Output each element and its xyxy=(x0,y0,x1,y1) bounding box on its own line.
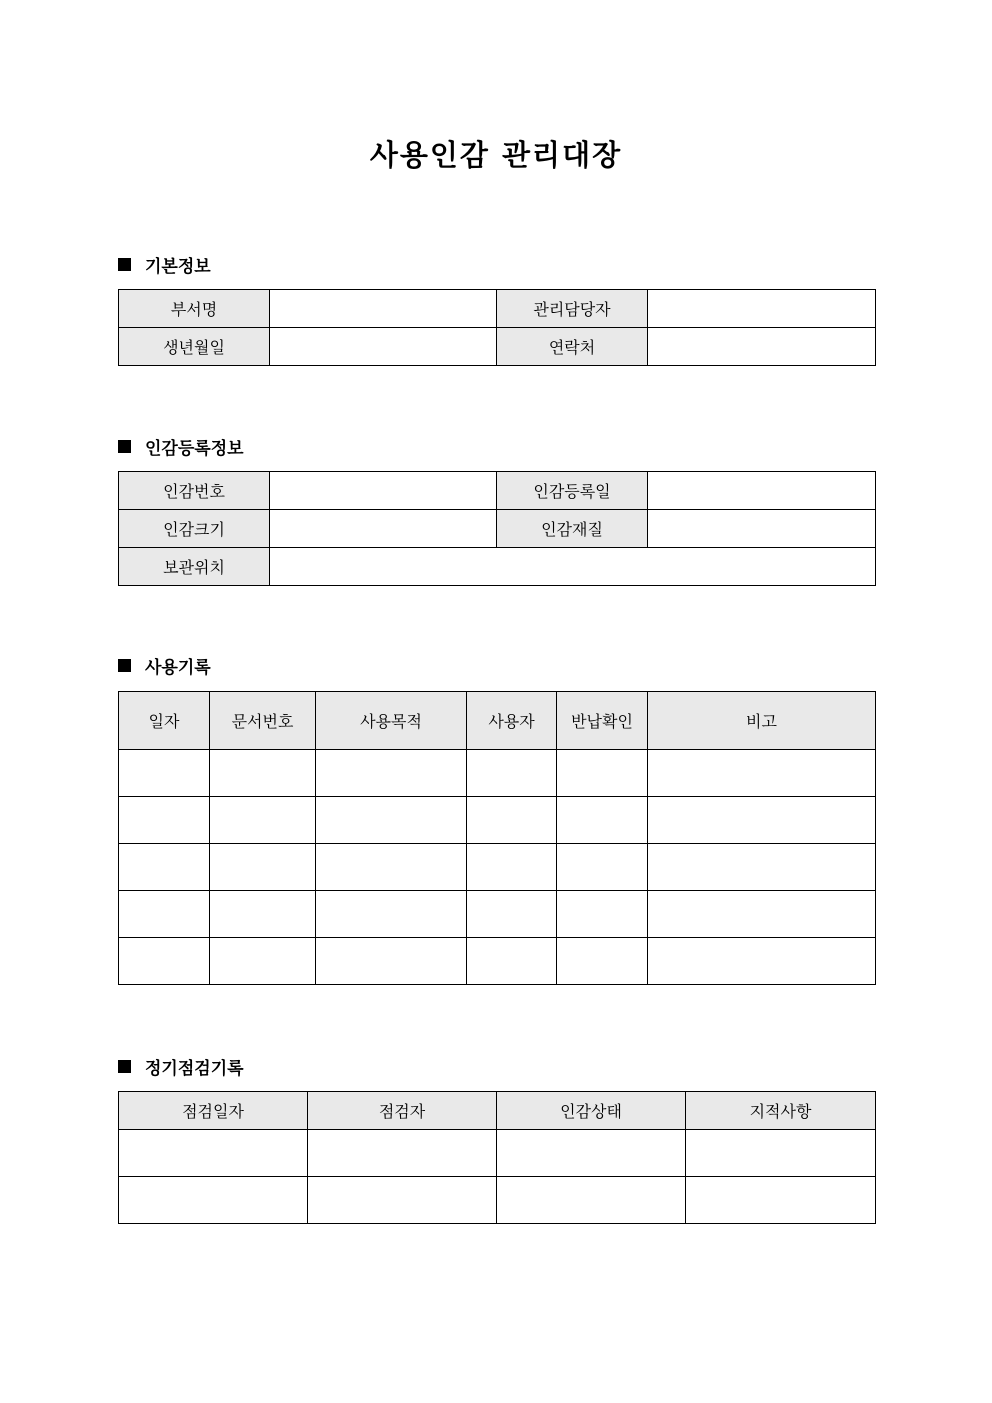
table-cell[interactable] xyxy=(557,797,648,844)
table-row xyxy=(119,548,876,586)
seal-size-field[interactable] xyxy=(270,510,497,548)
storage-location-field[interactable] xyxy=(270,548,876,586)
table-cell[interactable] xyxy=(210,844,316,891)
square-bullet-icon xyxy=(118,440,131,453)
section-heading-seal-registration xyxy=(118,433,244,459)
column-header-findings: 지적사항 xyxy=(686,1092,876,1130)
table-cell[interactable] xyxy=(557,844,648,891)
document-title: 사용인감 관리대장 xyxy=(369,138,623,172)
table-cell[interactable] xyxy=(648,938,876,985)
table-cell[interactable] xyxy=(497,1177,686,1224)
table-cell[interactable] xyxy=(210,891,316,938)
manager-field[interactable] xyxy=(648,290,876,328)
field-label: 관리담당자 xyxy=(497,290,648,328)
table-cell[interactable] xyxy=(648,844,876,891)
table-cell[interactable] xyxy=(497,1130,686,1177)
table-row xyxy=(119,797,876,844)
section-title: 인감등록정보 xyxy=(145,438,244,459)
square-bullet-icon xyxy=(118,659,131,672)
table-row xyxy=(119,328,876,366)
table-cell[interactable] xyxy=(210,750,316,797)
table-cell[interactable] xyxy=(308,1177,497,1224)
table-row xyxy=(119,510,876,548)
table-cell[interactable] xyxy=(210,938,316,985)
table-row xyxy=(119,891,876,938)
field-label: 인감등록일 xyxy=(497,472,648,510)
column-header-document-number: 문서번호 xyxy=(210,692,316,750)
table-cell[interactable] xyxy=(557,750,648,797)
table-cell[interactable] xyxy=(119,750,210,797)
table-cell[interactable] xyxy=(316,750,467,797)
section-title: 사용기록 xyxy=(145,657,211,678)
column-header-seal-condition: 인감상태 xyxy=(497,1092,686,1130)
birthdate-field[interactable] xyxy=(270,328,497,366)
field-label: 연락처 xyxy=(497,328,648,366)
usage-record-body xyxy=(119,750,876,985)
table-cell[interactable] xyxy=(467,891,557,938)
table-cell[interactable] xyxy=(119,1177,308,1224)
field-label: 보관위치 xyxy=(119,548,270,586)
table-cell[interactable] xyxy=(316,797,467,844)
table-cell[interactable] xyxy=(316,891,467,938)
table-cell[interactable] xyxy=(648,891,876,938)
seal-material-field[interactable] xyxy=(648,510,876,548)
table-row xyxy=(119,1177,876,1224)
table-cell[interactable] xyxy=(557,938,648,985)
table-cell[interactable] xyxy=(467,844,557,891)
section-heading-inspection-record xyxy=(118,1053,244,1079)
table-row xyxy=(119,290,876,328)
table-cell[interactable] xyxy=(648,797,876,844)
table-cell[interactable] xyxy=(316,844,467,891)
table-header-row xyxy=(119,692,876,750)
table-cell[interactable] xyxy=(467,750,557,797)
section-heading-usage-record xyxy=(118,652,211,678)
field-label: 인감크기 xyxy=(119,510,270,548)
table-cell[interactable] xyxy=(686,1177,876,1224)
seal-registration-table xyxy=(118,471,876,586)
usage-record-table xyxy=(118,691,876,985)
basic-info-table xyxy=(118,289,876,366)
table-cell[interactable] xyxy=(119,844,210,891)
table-cell[interactable] xyxy=(686,1130,876,1177)
seal-number-field[interactable] xyxy=(270,472,497,510)
table-cell[interactable] xyxy=(119,938,210,985)
square-bullet-icon xyxy=(118,1060,131,1073)
column-header-inspection-date: 점검일자 xyxy=(119,1092,308,1130)
inspection-record-body xyxy=(119,1130,876,1224)
table-header-row xyxy=(119,1092,876,1130)
department-field[interactable] xyxy=(270,290,497,328)
section-title: 정기점검기록 xyxy=(145,1058,244,1079)
table-cell[interactable] xyxy=(467,938,557,985)
section-heading-basic-info xyxy=(118,251,211,277)
inspection-record-table xyxy=(118,1091,876,1224)
table-cell[interactable] xyxy=(316,938,467,985)
table-cell[interactable] xyxy=(210,797,316,844)
column-header-purpose: 사용목적 xyxy=(316,692,467,750)
table-cell[interactable] xyxy=(119,1130,308,1177)
field-label: 인감재질 xyxy=(497,510,648,548)
section-title: 기본정보 xyxy=(145,256,211,277)
field-label: 부서명 xyxy=(119,290,270,328)
table-row xyxy=(119,844,876,891)
column-header-inspector: 점검자 xyxy=(308,1092,497,1130)
table-cell[interactable] xyxy=(557,891,648,938)
field-label: 인감번호 xyxy=(119,472,270,510)
table-cell[interactable] xyxy=(119,891,210,938)
table-cell[interactable] xyxy=(119,797,210,844)
table-cell[interactable] xyxy=(648,750,876,797)
table-row xyxy=(119,472,876,510)
field-label: 생년월일 xyxy=(119,328,270,366)
column-header-remarks: 비고 xyxy=(648,692,876,750)
column-header-return-check: 반납확인 xyxy=(557,692,648,750)
table-cell[interactable] xyxy=(467,797,557,844)
seal-registration-date-field[interactable] xyxy=(648,472,876,510)
table-cell[interactable] xyxy=(308,1130,497,1177)
contact-field[interactable] xyxy=(648,328,876,366)
square-bullet-icon xyxy=(118,258,131,271)
column-header-date: 일자 xyxy=(119,692,210,750)
table-row xyxy=(119,938,876,985)
column-header-user: 사용자 xyxy=(467,692,557,750)
table-row xyxy=(119,1130,876,1177)
table-row xyxy=(119,750,876,797)
